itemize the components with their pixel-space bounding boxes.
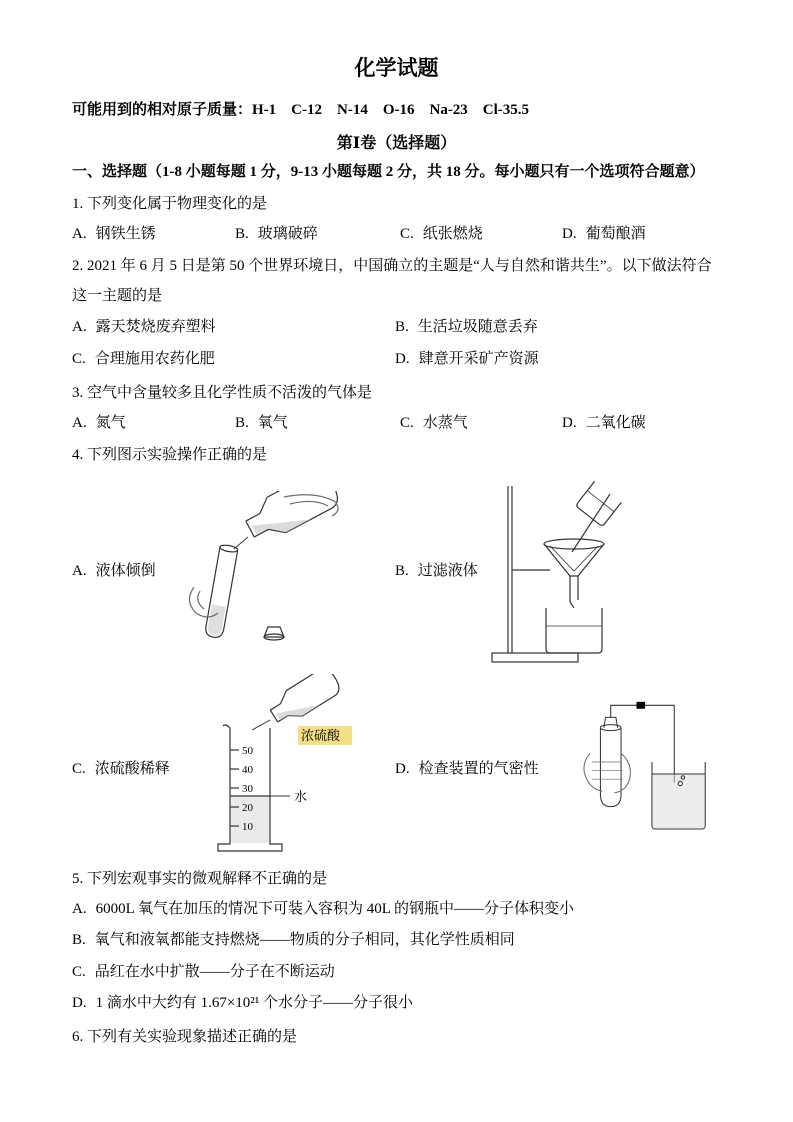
- question-2-stem: 2. 2021 年 6 月 5 日是第 50 个世界环境日，中国确立的主题是“人与自然和谐共生”。以下做法符合这一主题的是: [72, 258, 712, 304]
- question-4-stem: 4. 下列图示实验操作正确的是: [72, 446, 268, 463]
- acid-dilution-figure: [178, 674, 388, 862]
- question-5-option-b: B. 氧气和液氧都能支持燃烧——物质的分子相同，其化学性质相同: [72, 932, 515, 948]
- cylinder-scale-30: 30: [241, 782, 253, 795]
- pour-stream-icon: [252, 720, 270, 730]
- question-2-option-d: D. 肆意开采矿产资源: [395, 351, 539, 368]
- iron-stand-icon: [492, 486, 578, 662]
- cylinder-scale-10: 10: [241, 820, 253, 833]
- question-4-option-d: D. 检查装置的气密性: [395, 674, 732, 862]
- question-5-option-a: A. 6000L 氧气在加压的情况下可装入容积为 40L 的钢瓶中——分子体积变小: [72, 900, 575, 917]
- question-2-option-a: A. 露天焚烧废弃塑料: [72, 319, 216, 335]
- gas-tightness-figure: [547, 695, 732, 841]
- question-4-options: [72, 474, 721, 862]
- question-2-options-row-1: [72, 311, 721, 343]
- question-1-option-a: A. 钢铁生锈: [72, 226, 156, 242]
- tube-connector-icon: [636, 701, 645, 708]
- acid-bottle-icon: [266, 674, 343, 729]
- question-6: [72, 1022, 721, 1052]
- water-label: 水: [293, 788, 307, 804]
- question-2: [72, 251, 721, 376]
- question-3-option-a: A. 氮气: [72, 414, 126, 431]
- section-one-heading: 一、选择题（1-8 小题每题 1 分，9-13 小题每题 2 分，共 18 分。每小题只有一个选项符合题意）: [72, 164, 705, 180]
- pouring-beaker-icon: [575, 481, 621, 526]
- reagent-bottle-icon: [240, 491, 342, 547]
- question-5-option-c: C. 品红在水中扩散——分子在不断运动: [72, 963, 335, 980]
- stopper-icon: [264, 627, 284, 640]
- question-5-stem: 5. 下列宏观事实的微观解释不正确的是: [72, 870, 328, 887]
- page-title: 化学试题: [354, 56, 439, 80]
- beaker-icon: [652, 761, 705, 828]
- question-1-option-c: C. 纸张燃烧: [400, 226, 483, 242]
- hand-icon: [189, 494, 338, 616]
- question-3: [72, 378, 721, 438]
- question-2-options-row-2: [72, 343, 721, 375]
- question-5: [72, 864, 721, 1020]
- question-2-option-c: C. 合理施用农药化肥: [72, 351, 215, 368]
- cylinder-scale-40: 40: [241, 763, 253, 776]
- test-tube-icon: [204, 544, 238, 639]
- question-3-option-c: C. 水蒸气: [400, 414, 468, 431]
- question-3-stem: 3. 空气中含量较多且化学性质不活泼的气体是: [72, 384, 373, 401]
- question-3-option-d: D. 二氧化碳: [562, 414, 646, 431]
- funnel-icon: [544, 539, 604, 608]
- part-one-title: 第Ⅰ卷（选择题）: [336, 135, 457, 152]
- filtration-figure: [486, 474, 636, 666]
- question-3-options: [72, 408, 721, 438]
- question-1-option-d: D. 葡萄酿酒: [562, 226, 646, 242]
- question-5-option-d: D. 1 滴水中大约有 1.67×10²¹ 个水分子——分子很小: [72, 995, 414, 1011]
- acid-label: 浓硫酸: [300, 727, 340, 743]
- atomic-masses-note: 可能用到的相对原子质量：H-1 C-12 N-14 O-16 Na-23 Cl-35.5: [72, 102, 530, 118]
- hand-icon: [584, 753, 630, 793]
- question-4-option-c: C. 浓硫酸稀释 50 40 30 20 10 浓硫酸 水: [72, 674, 395, 862]
- question-4: [72, 440, 721, 862]
- delivery-tube-icon: [610, 705, 674, 782]
- question-1-stem: 1. 下列变化属于物理变化的是: [72, 196, 268, 212]
- question-1: [72, 189, 721, 249]
- question-6-stem: 6. 下列有关实验现象描述正确的是: [72, 1028, 298, 1045]
- question-3-option-b: B. 氧气: [235, 414, 288, 431]
- question-1-options: [72, 219, 721, 249]
- cylinder-scale-20: 20: [241, 801, 253, 814]
- receiving-beaker-icon: [546, 608, 602, 653]
- question-2-option-b: B. 生活垃圾随意丢弃: [395, 319, 538, 335]
- cylinder-scale-50: 50: [241, 744, 253, 757]
- question-4-option-a: A. 液体倾倒: [72, 474, 395, 666]
- question-1-option-b: B. 玻璃破碎: [235, 226, 318, 242]
- question-4-option-b: B. 过滤液体: [395, 474, 732, 666]
- pour-liquid-figure: [164, 491, 364, 649]
